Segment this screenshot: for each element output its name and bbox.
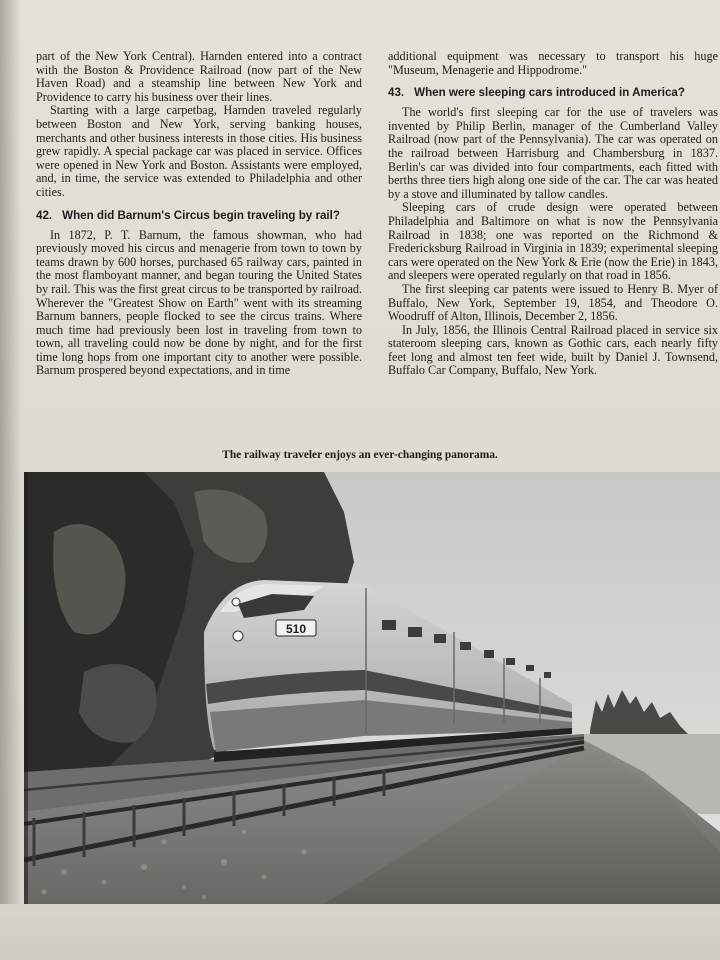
left-column — [36, 50, 362, 378]
question-43-text: When were sleeping cars introduced in America? — [414, 86, 685, 100]
question-42-heading — [36, 209, 362, 223]
question-42-number: 42. — [36, 208, 53, 222]
intro-paragraph-1: part of the New York Central). Harnden entered into a contract with the Boston & Providence Railroad (now part of the New Haven Road) and a steamship line between New York and Providence to carry his business over their lines. — [36, 49, 362, 104]
answer-43-paragraph-2: Sleeping cars of crude design were operated between Philadelphia and Baltimore on what is now the Pennsylvania Railroad in 1838; one was reported on the Richmond & Fredericksburg Railroad in Virginia in 1839; experimental sleeping cars were operated on the New York & Erie (now the Erie) in 1843, and sleepers were operated regularly on that road in 1856. — [388, 200, 718, 283]
answer-43-paragraph-1: The world's first sleeping car for the use of travelers was invented by Philip Berlin, manager of the Cumberland Valley Railroad (now part of the Pennsylvania). The car was operated on the railroad between Harrisburg and Chambersburg in 1837. Berlin's car was divided into four compartments, each fitted with berths three tiers high along one side of the car. The car was heated by a stove and illuminated by tallow candles. — [388, 105, 718, 201]
locomotive-number: 510 — [285, 622, 307, 636]
answer-43-paragraph-4: In July, 1856, the Illinois Central Railroad placed in service six stateroom sleeping cars, known as Gothic cars, each nearly fifty feet long and almost ten feet wide, built by Daniel J. Townsend, Buffalo Car Company, Buffalo, New York. — [388, 322, 718, 378]
answer-43-paragraph-3: The first sleeping car patents were issued to Henry B. Myer of Buffalo, New York, September 19, 1854, and Theodore O. Woodruff of Alton, Illinois, December 2, 1856. — [388, 281, 718, 324]
intro-paragraph-2: Starting with a large carpetbag, Harnden traveled regularly between Boston and New York, serving banking houses, merchants and other business interests in those cities. His business grew rapidly. A special package car was placed in service. Offices were opened in New York and Boston. Assistants were employed, and, in time, the service was extended to Philadelphia and other cities. — [36, 103, 362, 199]
answer-42-paragraph-1: In 1872, P. T. Barnum, the famous showman, who had previously moved his circus and menagerie from town to town by teams drawn by 600 horses, purchased 65 railway cars, painted in the most flamboyant manner, and began touring the United States by rail. This was the first great circus to be transported by railroad. Wherever the "Greatest Show on Earth" went with its streaming Barnum banners, people flocked to see the circus trains. Where much time had previously been lost in traveling from town to town, all traveling could now be done by night, and for the first time long hops from one important city to another were possible. Barnum prospered beyond expectations, and in time — [36, 227, 362, 378]
page-gutter-shadow — [0, 0, 22, 960]
train-photograph — [24, 472, 720, 904]
question-42-text: When did Barnum's Circus begin traveling by rail? — [62, 208, 340, 222]
answer-42-continuation: additional equipment was necessary to transport his huge "Museum, Menagerie and Hippodrome." — [388, 49, 718, 77]
question-43-heading — [388, 86, 718, 100]
photo-caption: The railway traveler enjoys an ever-changing panorama. — [222, 449, 498, 461]
page-bottom-margin — [0, 904, 720, 960]
right-column — [388, 50, 718, 378]
question-43-number: 43. — [388, 86, 405, 100]
